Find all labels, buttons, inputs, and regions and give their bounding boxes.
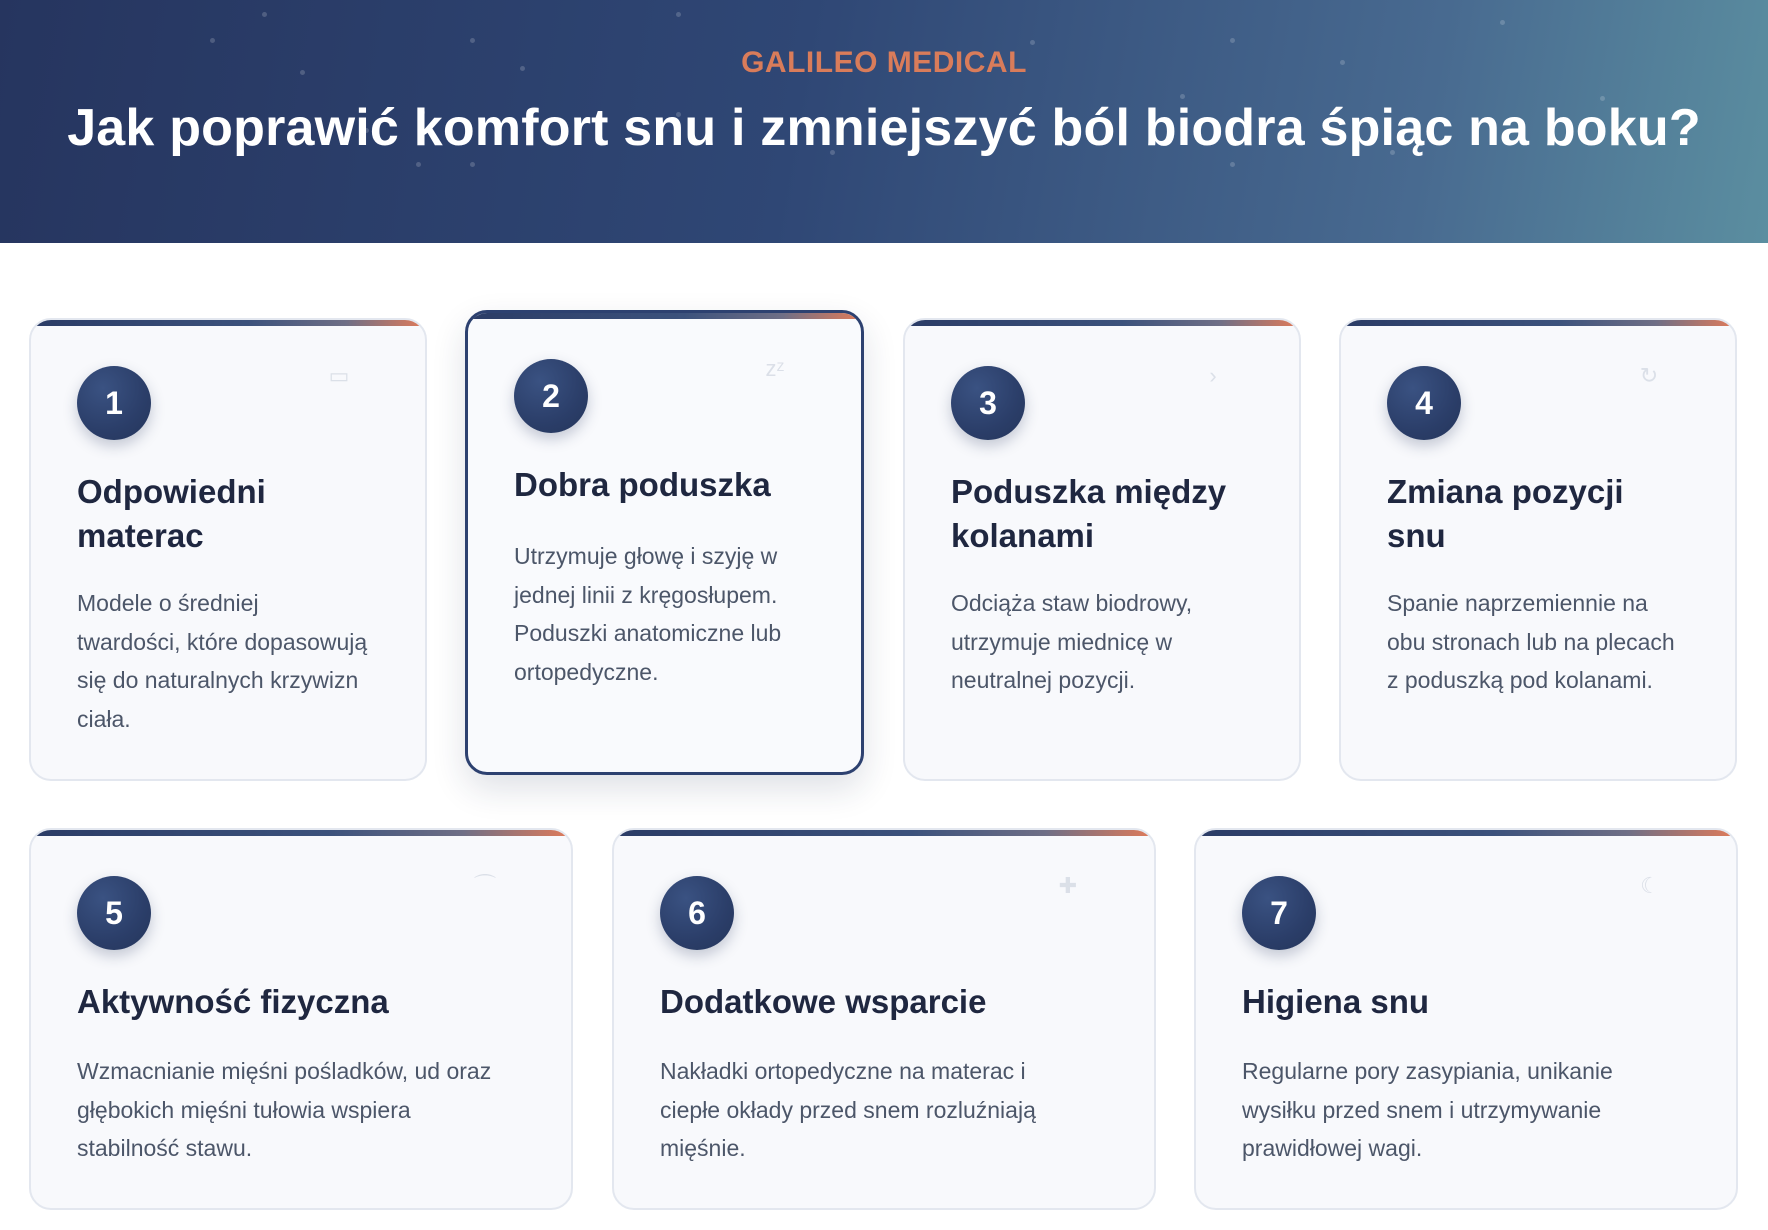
card-description-line: Regularne pory zasypiania, unikanie bbox=[1242, 1058, 1613, 1084]
card-title-line: Poduszka między bbox=[951, 473, 1227, 510]
tip-card-4[interactable] bbox=[1339, 318, 1737, 781]
card-description-line: obu stronach lub na plecach bbox=[1387, 628, 1675, 655]
card-title-line: Dobra poduszka bbox=[514, 466, 771, 503]
star-dot bbox=[416, 162, 421, 167]
tip-card-7[interactable] bbox=[1194, 828, 1738, 1210]
card-description-line: twardości, które dopasowują bbox=[77, 628, 368, 655]
card-description-line: Nakładki ortopedyczne na materac i bbox=[660, 1058, 1026, 1084]
star-dot bbox=[1230, 38, 1235, 43]
card-description-line: stabilność stawu. bbox=[77, 1135, 253, 1161]
card-title-line: kolanami bbox=[951, 517, 1095, 554]
card-accent-bar bbox=[468, 313, 861, 319]
tip-card-3[interactable] bbox=[903, 318, 1301, 781]
header-banner bbox=[0, 0, 1768, 243]
star-dot bbox=[470, 38, 475, 43]
step-number-badge: 6 bbox=[660, 876, 734, 950]
card-title bbox=[77, 470, 266, 558]
card-description-line: Modele o średniej bbox=[77, 590, 259, 616]
star-dot bbox=[1500, 20, 1505, 25]
tip-card-2[interactable] bbox=[465, 310, 864, 775]
step-number-badge: 7 bbox=[1242, 876, 1316, 950]
card-description-line: się do naturalnych krzywizn bbox=[77, 667, 359, 693]
card-title bbox=[514, 463, 771, 507]
card-description-line: neutralnej pozycji. bbox=[951, 667, 1136, 693]
card-description bbox=[514, 537, 781, 691]
card-description-line: utrzymuje miednicę w bbox=[951, 628, 1173, 655]
card-title-line: Odpowiedni bbox=[77, 473, 266, 510]
star-dot bbox=[210, 38, 215, 43]
card-title-line: Aktywność fizyczna bbox=[77, 983, 389, 1020]
step-number-badge: 2 bbox=[514, 359, 588, 433]
star-dot bbox=[1230, 162, 1235, 167]
tip-card-6[interactable] bbox=[612, 828, 1156, 1210]
tip-card-1[interactable] bbox=[29, 318, 427, 781]
star-dot bbox=[470, 162, 475, 167]
card-description-line: ortopedyczne. bbox=[514, 658, 659, 685]
step-number-badge: 4 bbox=[1387, 366, 1461, 440]
card-description-line: ciepłe okłady przed snem rozluźniają bbox=[660, 1096, 1036, 1123]
star-dot bbox=[1030, 40, 1035, 45]
card-accent-bar bbox=[31, 320, 425, 326]
tip-card-5[interactable] bbox=[29, 828, 573, 1210]
star-dot bbox=[262, 12, 267, 17]
page-title: Jak poprawić komfort snu i zmniejszyć ból biodra śpiąc na boku? bbox=[67, 99, 1701, 157]
card-description bbox=[951, 584, 1192, 700]
card-description-line: mięśnie. bbox=[660, 1135, 746, 1161]
card-description bbox=[660, 1052, 1036, 1168]
card-title-line: Higiena snu bbox=[1242, 983, 1430, 1020]
card-description-line: głębokich mięśni tułowia wspiera bbox=[77, 1096, 411, 1123]
step-number-badge: 3 bbox=[951, 366, 1025, 440]
moon-icon: ☾ bbox=[1640, 873, 1660, 898]
card-title-line: Zmiana pozycji bbox=[1387, 473, 1624, 510]
card-title-line: materac bbox=[77, 517, 204, 554]
card-description bbox=[77, 584, 367, 738]
card-title-line: Dodatkowe wsparcie bbox=[660, 983, 987, 1020]
brand-name: GALILEO MEDICAL bbox=[741, 46, 1027, 79]
card-description-line: z poduszką pod kolanami. bbox=[1387, 667, 1653, 693]
card-title bbox=[77, 980, 389, 1024]
first-aid-icon: ✚ bbox=[1058, 873, 1078, 898]
card-description-line: Utrzymuje głowę i szyję w bbox=[514, 543, 778, 569]
card-description-line: ciała. bbox=[77, 705, 131, 732]
card-description-line: wysiłku przed snem i utrzymywanie bbox=[1242, 1096, 1602, 1123]
card-title-line: snu bbox=[1387, 517, 1446, 554]
card-accent-bar bbox=[1341, 320, 1735, 326]
zzz-icon: zᶻ bbox=[765, 356, 785, 381]
card-description-line: Odciąża staw biodrowy, bbox=[951, 590, 1193, 616]
step-number-badge: 1 bbox=[77, 366, 151, 440]
card-accent-bar bbox=[905, 320, 1299, 326]
card-title bbox=[1242, 980, 1429, 1024]
star-dot bbox=[676, 12, 681, 17]
card-description-line: Poduszki anatomiczne lub bbox=[514, 620, 782, 646]
leg-icon: › bbox=[1209, 363, 1217, 388]
card-accent-bar bbox=[1196, 830, 1736, 836]
card-description-line: Wzmacnianie mięśni pośladków, ud oraz bbox=[77, 1058, 492, 1084]
bed-icon: ▭ bbox=[328, 363, 350, 388]
step-number-badge: 5 bbox=[77, 876, 151, 950]
card-description bbox=[1242, 1052, 1613, 1168]
muscle-icon: ⌒ bbox=[473, 873, 496, 898]
card-accent-bar bbox=[614, 830, 1154, 836]
card-title bbox=[951, 470, 1226, 558]
card-title bbox=[1387, 470, 1624, 558]
card-description-line: jednej linii z kręgosłupem. bbox=[514, 581, 778, 608]
card-title bbox=[660, 980, 986, 1024]
card-description-line: prawidłowej wagi. bbox=[1242, 1135, 1423, 1161]
card-accent-bar bbox=[31, 830, 571, 836]
rotate-icon: ↻ bbox=[1639, 363, 1659, 388]
card-description-line: Spanie naprzemiennie na bbox=[1387, 590, 1648, 616]
card-description bbox=[1387, 584, 1675, 700]
card-description bbox=[77, 1052, 491, 1168]
